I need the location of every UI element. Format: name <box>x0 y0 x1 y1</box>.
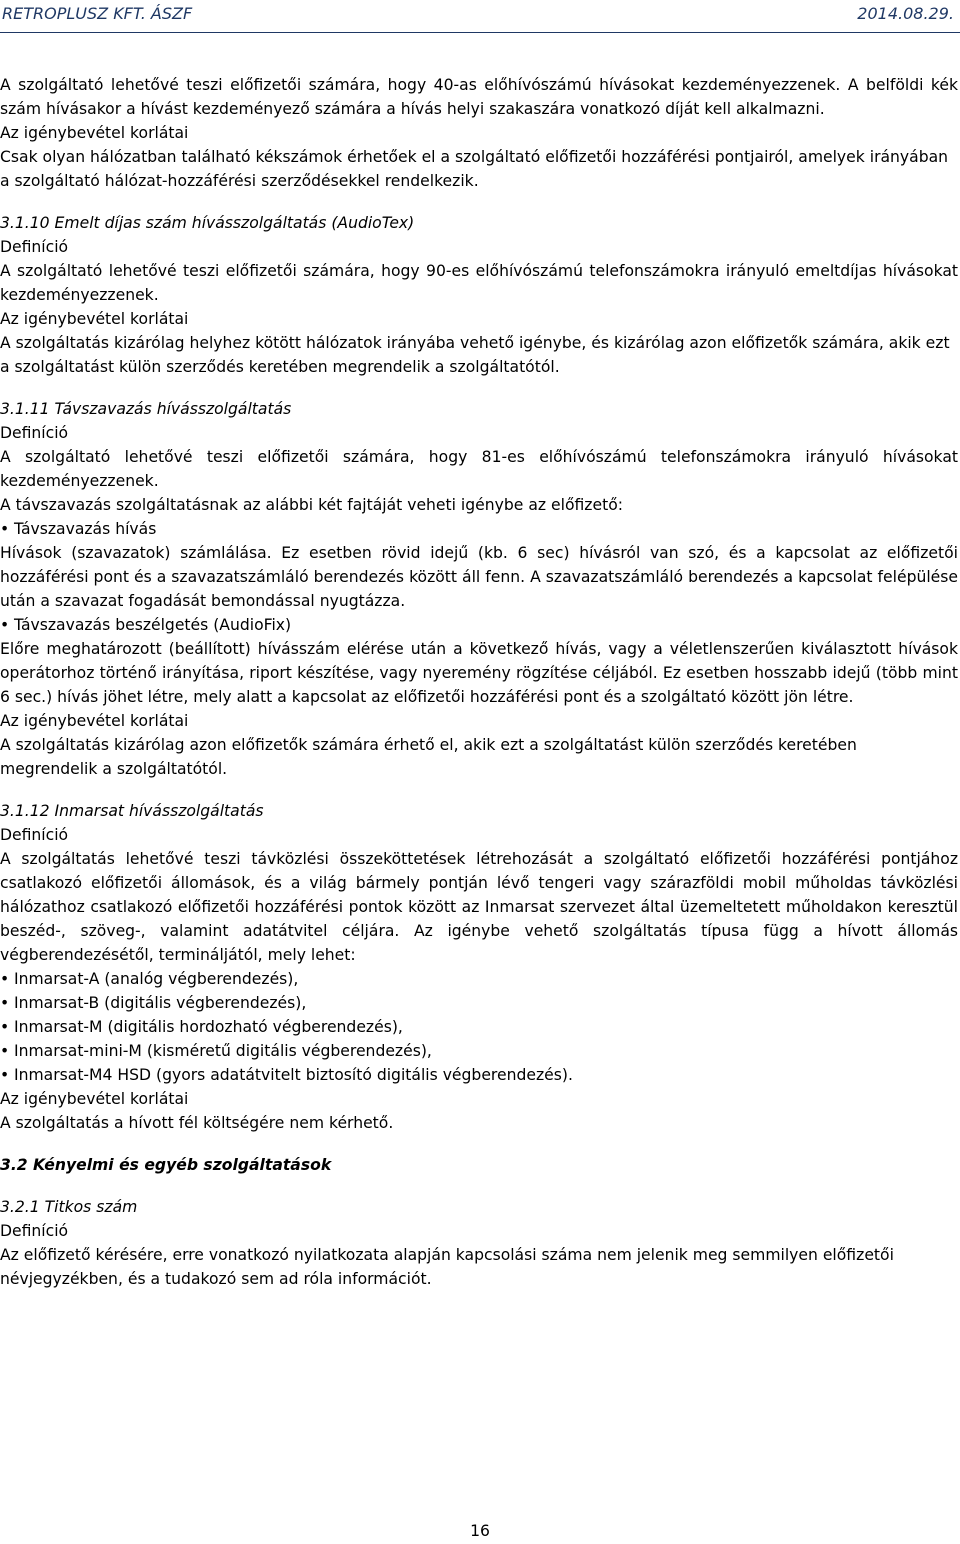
section-3-2-title: 3.2 Kényelmi és egyéb szolgáltatások <box>0 1156 332 1174</box>
header-divider <box>0 32 960 33</box>
type2-text: Előre meghatározott (beállított) hívásszám elérése után a következő hívás, vagy a véletlenszerűen kiválasztott hívások operátorhoz történő irányítása, riport készítése, vagy nyeremény rögzítése céljából. Ez esetben hosszabb idejű (több mint 6 sec.) hívás jöhet létre, mely alatt a kapcsolat az előfizetői hozzáférési pont és a szolgáltató között jön létre. <box>0 640 958 706</box>
limits-title: Az igénybevétel korlátai <box>0 310 189 328</box>
definition-label: Definíció <box>0 826 69 844</box>
definition-label: Definíció <box>0 238 69 256</box>
list-item: • Távszavazás beszélgetés (AudioFix) <box>0 613 958 637</box>
definition-text: Az előfizető kérésére, erre vonatkozó nyilatkozata alapján kapcsolási száma nem jelenik meg semmilyen előfizetői névjegyzékben, és a tudakozó sem ad róla információt. <box>0 1246 894 1288</box>
definition-label: Definíció <box>0 424 69 442</box>
list-item: • Inmarsat-M4 HSD (gyors adatátvitelt biztosító digitális végberendezés). <box>0 1063 958 1087</box>
bullet-icon: • <box>0 616 10 634</box>
definition-text: A szolgáltató lehetővé teszi előfizetői számára, hogy 81-es előhívószámú telefonszámokra irányuló hívásokat kezdeményezzenek. <box>0 448 958 490</box>
page-header <box>0 4 960 28</box>
type1-text: Hívások (szavazatok) számlálása. Ez esetben rövid idejű (kb. 6 sec) hívásról van szó, és a kapcsolat az előfizetői hozzáférési pont és a szavazatszámláló berendezés között áll fenn. A szavazatszámláló berendezés a kapcsolat felépülése után a szavazat fogadását bemondással nyugtázza. <box>0 544 958 610</box>
section-3-1-12-title: 3.1.12 Inmarsat hívásszolgáltatás <box>0 802 264 820</box>
list-item: • Inmarsat-M (digitális hordozható végberendezés), <box>0 1015 958 1039</box>
intro-paragraph: A szolgáltató lehetővé teszi előfizetői számára, hogy 40-as előhívószámú hívásokat kezdeményezzenek. A belföldi kék szám hívásakor a hívást kezdeményező számára a hívás helyi szakaszára vonatkozó díját kell alkalmazni. <box>0 76 958 118</box>
document-body <box>0 73 958 1291</box>
bullet-icon: • <box>0 1018 10 1036</box>
definition-text: A szolgáltatás lehetővé teszi távközlési összeköttetések létrehozását a szolgáltató előfizetői hozzáférési pontjához csatlakozó előfizetői állomások, és a világ bármely pontján lévő tengeri vagy szárazföldi mobil műholdas távközlési hálózathoz csatlakozó előfizetői hozzáférési pontok között az Inmarsat szervezet által üzemeltetett műholdakon keresztül beszéd-, szöveg-, valamint adatátvitel céljára. Az igénybe vehető szolgáltatás típusa függ a hívott állomás végberendezésétől, termináljától, mely lehet: <box>0 850 958 964</box>
bullet-icon: • <box>0 1042 10 1060</box>
types-intro: A távszavazás szolgáltatásnak az alábbi két fajtáját veheti igénybe az előfizető: <box>0 496 623 514</box>
limits-text: A szolgáltatás kizárólag helyhez kötött hálózatok irányába vehető igénybe, és kizárólag azon előfizetők számára, akik ezt a szolgáltatást külön szerződés keretében megrendelik a szolgáltatótól. <box>0 334 950 376</box>
limits-text: A szolgáltatás kizárólag azon előfizetők számára érhető el, akik ezt a szolgáltatást külön szerződés keretében megrendelik a szolgáltatótól. <box>0 736 857 778</box>
limits-text: A szolgáltatás a hívott fél költségére nem kérhető. <box>0 1114 394 1132</box>
bullet-icon: • <box>0 994 10 1012</box>
limits-title: Az igénybevétel korlátai <box>0 712 189 730</box>
list-item: • Távszavazás hívás <box>0 517 958 541</box>
limits-text: Csak olyan hálózatban található kékszámok érhetőek el a szolgáltató előfizetői hozzáférési pontjairól, amelyek irányában a szolgáltató hálózat-hozzáférési szerződésekkel rendelkezik. <box>0 148 949 190</box>
header-company: RETROPLUSZ KFT. ÁSZF <box>2 4 193 23</box>
page-number: 16 <box>470 1522 490 1540</box>
list-item: • Inmarsat-A (analóg végberendezés), <box>0 967 958 991</box>
limits-title: Az igénybevétel korlátai <box>0 124 189 142</box>
definition-text: A szolgáltató lehetővé teszi előfizetői számára, hogy 90-es előhívószámú telefonszámokra irányuló emeltdíjas hívásokat kezdeményezzenek. <box>0 262 958 304</box>
list-item: • Inmarsat-B (digitális végberendezés), <box>0 991 958 1015</box>
bullet-icon: • <box>0 520 10 538</box>
section-3-2-1-title: 3.2.1 Titkos szám <box>0 1198 138 1216</box>
header-date: 2014.08.29. <box>857 4 954 23</box>
definition-label: Definíció <box>0 1222 69 1240</box>
section-3-1-10-title: 3.1.10 Emelt díjas szám hívásszolgáltatás (AudioTex) <box>0 214 415 232</box>
list-item: • Inmarsat-mini-M (kisméretű digitális végberendezés), <box>0 1039 958 1063</box>
limits-title: Az igénybevétel korlátai <box>0 1090 189 1108</box>
bullet-icon: • <box>0 1066 10 1084</box>
section-3-1-11-title: 3.1.11 Távszavazás hívásszolgáltatás <box>0 400 292 418</box>
bullet-icon: • <box>0 970 10 988</box>
